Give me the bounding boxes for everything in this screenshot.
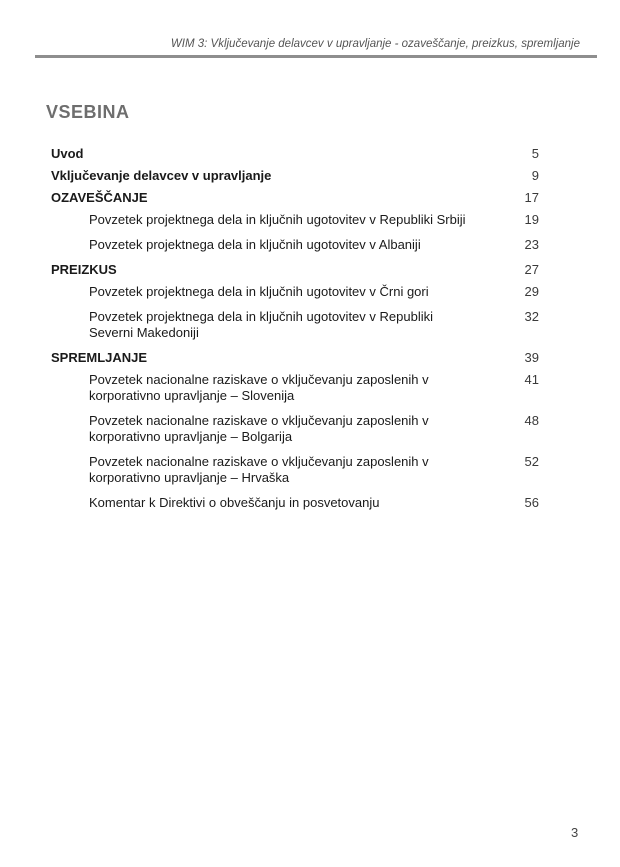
toc-entry-label: Povzetek projektnega dela in ključnih ugotovitev v Albaniji	[89, 237, 421, 252]
toc-entry-label: Povzetek nacionalne raziskave o vključevanju zaposlenih v korporativno upravljanje – Bolgarija	[89, 413, 429, 444]
page-number: 3	[571, 825, 579, 840]
toc-entry-slovenija[interactable]	[51, 372, 539, 404]
toc-entry-page: 19	[524, 212, 539, 227]
toc-entry-label: PREIZKUS	[51, 262, 117, 277]
toc-entry-uvod[interactable]	[51, 146, 539, 162]
toc-entry-page: 39	[524, 350, 539, 365]
toc-entry-crna-gora[interactable]	[51, 284, 539, 300]
toc-entry-label: Povzetek nacionalne raziskave o vključevanju zaposlenih v korporativno upravljanje – Slovenija	[89, 372, 429, 403]
toc-entry-srbija[interactable]	[51, 212, 539, 228]
toc-entry-bolgarija[interactable]	[51, 413, 539, 445]
toc-entry-page: 56	[524, 495, 539, 510]
toc-entry-label: SPREMLJANJE	[51, 350, 148, 365]
table-of-contents	[51, 146, 539, 520]
toc-title: VSEBINA	[46, 102, 130, 122]
toc-entry-page: 48	[524, 413, 539, 428]
toc-entry-page: 17	[524, 190, 539, 205]
toc-entry-label: Povzetek projektnega dela in ključnih ugotovitev v Republiki Srbiji	[89, 212, 466, 227]
toc-entry-label: Komentar k Direktivi o obveščanju in posvetovanju	[89, 495, 380, 510]
toc-entry-label: Uvod	[51, 146, 84, 161]
toc-entry-makedonija[interactable]	[51, 309, 539, 341]
toc-entry-label: Povzetek projektnega dela in ključnih ugotovitev v Republiki Severni Makedoniji	[89, 309, 433, 340]
toc-entry-direktiva[interactable]	[51, 495, 539, 511]
toc-entry-page: 52	[524, 454, 539, 469]
toc-entry-label: Povzetek nacionalne raziskave o vključevanju zaposlenih v korporativno upravljanje – Hrvaška	[89, 454, 429, 485]
toc-entry-label: OZAVEŠČANJE	[51, 190, 148, 205]
toc-entry-label: Vključevanje delavcev v upravljanje	[51, 168, 272, 183]
toc-entry-page: 29	[524, 284, 539, 299]
toc-section-ozavescanje[interactable]	[51, 190, 539, 206]
toc-entry-albanija[interactable]	[51, 237, 539, 253]
toc-entry-page: 41	[524, 372, 539, 387]
toc-entry-vkljucevanje[interactable]	[51, 168, 539, 184]
toc-section-preizkus[interactable]	[51, 262, 539, 278]
toc-entry-page: 5	[531, 146, 539, 161]
toc-entry-hrvaska[interactable]	[51, 454, 539, 486]
toc-entry-page: 23	[524, 237, 539, 252]
toc-entry-page: 32	[524, 309, 539, 324]
toc-section-spremljanje[interactable]	[51, 350, 539, 366]
header-rule	[35, 55, 597, 58]
toc-entry-page: 27	[524, 262, 539, 277]
running-header: WIM 3: Vključevanje delavcev v upravljanje - ozaveščanje, preizkus, spremljanje	[170, 38, 580, 50]
toc-entry-page: 9	[531, 168, 539, 183]
toc-entry-label: Povzetek projektnega dela in ključnih ugotovitev v Črni gori	[89, 284, 429, 299]
